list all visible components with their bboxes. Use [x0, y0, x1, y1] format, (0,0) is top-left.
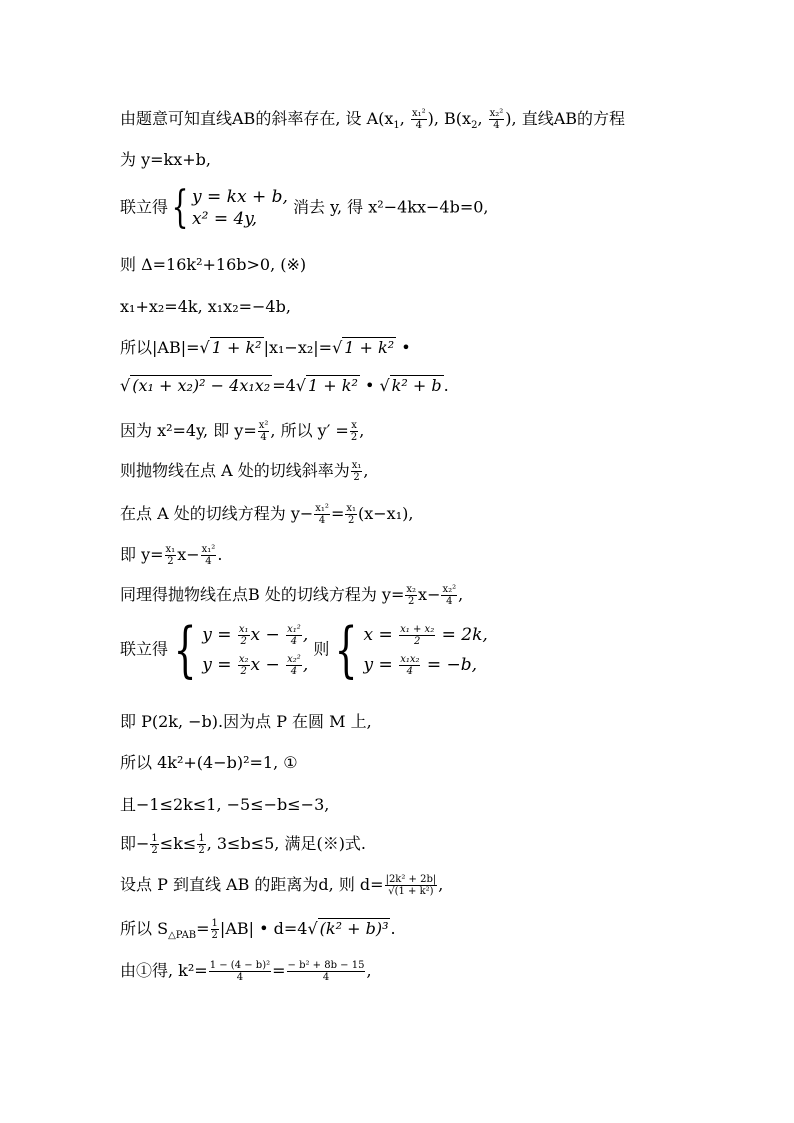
line-18	[120, 874, 443, 897]
equation-system	[192, 186, 288, 230]
sqrt: 1 + k²	[307, 376, 358, 395]
text: ), B(x	[427, 109, 472, 128]
num: x₂	[406, 584, 417, 595]
text: 即 y=	[120, 545, 164, 564]
text: ), 直线AB的方程	[505, 109, 626, 128]
den: 2	[350, 432, 358, 443]
sub: △PAB	[168, 930, 197, 942]
text: 联立得	[120, 197, 169, 217]
equation-system	[364, 620, 488, 680]
line-4	[120, 255, 306, 275]
eq: = −b,	[421, 655, 478, 675]
text: 所以 4k²+(4−b)²=1, ①	[120, 753, 298, 772]
fraction	[286, 654, 302, 677]
fraction	[197, 833, 205, 856]
num: x₁²	[287, 624, 301, 635]
text: .	[217, 545, 223, 564]
text: ,	[366, 961, 372, 980]
text: , 所以 y′ =	[270, 421, 349, 440]
den: 2	[240, 666, 247, 677]
line-10	[120, 503, 413, 526]
text: 即−	[120, 834, 150, 853]
eq: ,	[302, 655, 309, 675]
den: 2	[211, 930, 218, 941]
eq: = 2k,	[436, 625, 488, 645]
fraction	[238, 654, 250, 677]
line-19: 所以 $S_{\triangle PAB}=$ $\frac{1}{2}$ |AB| • d=4√ (k² + b)³ .	[120, 918, 396, 942]
brace: {	[171, 182, 189, 233]
text: 联立得	[120, 639, 169, 659]
fraction	[150, 833, 158, 856]
text: |x₁−x₂|=	[263, 338, 333, 357]
den: 4	[318, 515, 326, 526]
line-15	[120, 753, 298, 773]
num: x₁²	[201, 544, 216, 555]
text: 同理得抛物线在点B 处的切线方程为 y=	[120, 585, 405, 604]
fraction	[211, 918, 219, 941]
num: x₁	[351, 460, 362, 471]
text: =	[330, 504, 345, 523]
line-13	[120, 615, 488, 685]
eq: x² = 4y,	[192, 209, 258, 229]
fraction	[385, 874, 438, 897]
text: ,	[359, 421, 365, 440]
den: 2	[353, 472, 360, 483]
text: ,	[458, 585, 464, 604]
eq: y =	[202, 625, 237, 645]
den: 4	[406, 666, 414, 677]
num: x₂²	[287, 654, 301, 665]
line-9	[120, 460, 368, 483]
den: 2	[347, 515, 355, 526]
eq: ,	[302, 625, 309, 645]
text: 因为 x²=4y, 即 y=	[120, 421, 257, 440]
line-8	[120, 420, 364, 443]
den: 4	[260, 432, 267, 443]
den: 2	[240, 636, 247, 647]
text: 则 Δ=16k²+16b>0, (※)	[120, 255, 307, 274]
brace: {	[334, 615, 358, 685]
sqrt: (k² + b)³	[319, 919, 389, 938]
den: 2	[198, 845, 205, 856]
line-7: √ (x₁ + x₂)² − 4x₁x₂ =4√ 1 + k² • √ k² + b .	[120, 376, 449, 395]
text: 消去 y, 得 x²−4kx−4b=0,	[293, 197, 489, 217]
text: 且−1≤2k≤1, −5≤−b≤−3,	[120, 795, 330, 814]
eq: y =	[363, 655, 399, 675]
text: ,	[438, 875, 444, 894]
fraction	[345, 503, 357, 526]
den: 4	[290, 636, 298, 647]
fraction	[411, 108, 427, 131]
text: 由题意可知直线AB的斜率存在, 设 A(x	[120, 109, 394, 128]
num: x₁	[346, 503, 356, 514]
sub: 2	[471, 120, 478, 132]
den: 4	[415, 120, 422, 131]
sqrt: 1 + k²	[211, 338, 262, 357]
num: x²	[258, 420, 269, 431]
sqrt: k² + b	[391, 376, 442, 395]
fraction	[350, 420, 358, 443]
fraction	[165, 544, 177, 567]
fraction	[489, 108, 505, 131]
den: 4	[236, 972, 244, 983]
num: x₂²	[489, 108, 504, 119]
text: =	[196, 919, 210, 938]
text: 由①得, k²=	[120, 961, 208, 980]
num: x₂²	[442, 584, 457, 595]
num: x₁²	[411, 108, 426, 119]
brace: {	[173, 615, 197, 685]
num: 1 − (4 − b)²	[209, 960, 271, 971]
line-11	[120, 544, 222, 567]
text: 即 P(2k, −b).因为点 P 在圆 M 上,	[120, 712, 372, 731]
den: √(1 + k²)	[388, 886, 434, 897]
fraction	[351, 460, 363, 483]
fraction	[287, 960, 366, 983]
num: x₁²	[315, 503, 329, 514]
line-1: 由题意可知直线AB的斜率存在, 设 $A(x_1$, $\frac{\text{x₁²}}{4}$ ), $B(x_2$, $\frac{\text{x₂²}}{4}$ ), 直线AB的方程	[120, 108, 626, 132]
text: 在点 A 处的切线方程为 y−	[120, 504, 314, 523]
text: =4	[272, 376, 296, 395]
den: 2	[151, 845, 158, 856]
line-3	[120, 182, 489, 233]
eq: x =	[363, 625, 399, 645]
text: x₁+x₂=4k, x₁x₂=−4b,	[120, 297, 291, 316]
sqrt: 1 + k²	[344, 338, 395, 357]
text: |AB| • d=4	[219, 919, 308, 938]
line-5	[120, 297, 291, 317]
line-20	[120, 960, 372, 983]
fraction	[405, 584, 417, 607]
den: 2	[408, 596, 415, 607]
num: x₁x₂	[400, 654, 420, 665]
num: 1	[211, 918, 218, 929]
eq: x −	[250, 655, 286, 675]
text: •	[396, 338, 411, 357]
fraction	[441, 584, 457, 607]
fraction	[201, 544, 217, 567]
num: − b² + 8b − 15	[287, 960, 365, 971]
text: =	[272, 961, 286, 980]
text: x−	[418, 585, 441, 604]
num: x₁ + x₂	[400, 624, 435, 635]
equation-system	[202, 620, 308, 680]
den: 4	[290, 666, 298, 677]
den: 4	[493, 120, 500, 131]
text: ,	[363, 461, 369, 480]
den: 2	[167, 556, 174, 567]
text: ≤k≤	[159, 834, 197, 853]
text: •	[359, 376, 380, 395]
den: 4	[446, 596, 453, 607]
fraction	[258, 420, 270, 443]
num: 1	[198, 833, 205, 844]
text: .	[443, 376, 449, 395]
fraction	[286, 624, 302, 647]
text: , 3≤b≤5, 满足(※)式.	[206, 834, 367, 853]
num: x	[351, 420, 357, 431]
text: 所以|AB|=	[120, 338, 200, 357]
text: 则	[313, 639, 330, 659]
den: 4	[205, 556, 212, 567]
text: 为 y=kx+b,	[120, 150, 211, 169]
sqrt: (x₁ + x₂)² − 4x₁x₂	[132, 376, 271, 395]
fraction	[399, 654, 420, 677]
eq: x −	[250, 625, 286, 645]
eq: y =	[202, 655, 237, 675]
num: 1	[151, 833, 158, 844]
text: 所以 S	[120, 919, 169, 938]
text: .	[390, 919, 396, 938]
fraction	[238, 624, 250, 647]
line-6: 所以|AB|=√ 1 + k² |x₁−x₂|=√ 1 + k² •	[120, 338, 411, 357]
text: 则抛物线在点 A 处的切线斜率为	[120, 461, 350, 480]
text: 设点 P 到直线 AB 的距离为d, 则 d=	[120, 875, 384, 894]
text: (x−x₁),	[358, 504, 414, 523]
sub: 1	[393, 120, 400, 132]
text: x−	[177, 545, 200, 564]
fraction	[314, 503, 330, 526]
line-17	[120, 833, 366, 856]
line-14	[120, 712, 372, 732]
num: x₂	[238, 654, 249, 665]
eq: y = kx + b,	[192, 187, 288, 207]
num: |2k² + 2b|	[385, 874, 437, 885]
den: 4	[322, 972, 330, 983]
num: x₁	[238, 624, 249, 635]
line-2	[120, 150, 211, 170]
fraction	[209, 960, 271, 983]
line-16	[120, 795, 329, 815]
den: 2	[414, 636, 421, 647]
line-12	[120, 584, 463, 607]
fraction	[399, 624, 435, 647]
num: x₁	[165, 544, 176, 555]
